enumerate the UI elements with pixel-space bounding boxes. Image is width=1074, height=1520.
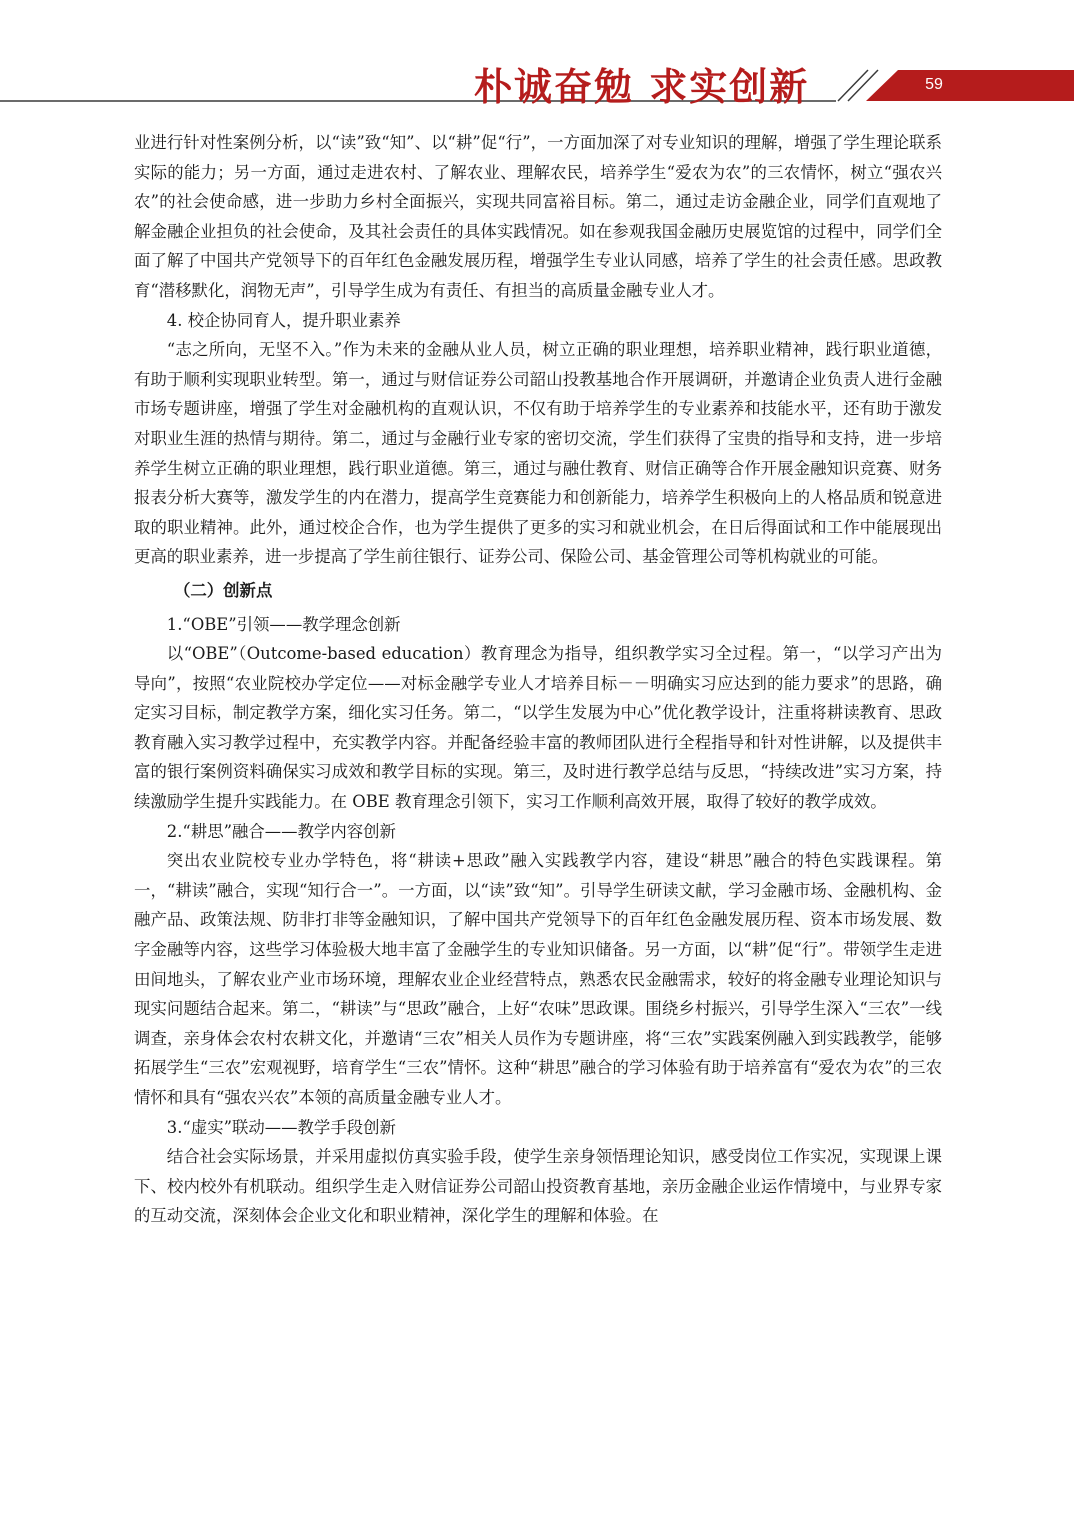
- paragraph-career: “志之所向，无坚不入。”作为未来的金融从业人员，树立正确的职业理想，培养职业精神，践行职业道德，有助于顺利实现职业转型。第一，通过与财信证券公司韶山投教基地合作开展调研，并邀请企业负责人进行金融市场专题讲座，增强了学生对金融机构的直观认识，不仅有助于培养学生的专业素养和技能水平，还有助于激发对职业生涯的热情与期待。第二，通过与金融行业专家的密切交流，学生们获得了宝贵的指导和支持，进一步培养学生树立正确的职业理想，践行职业道德。第三，通过与融仕教育、财信正确等合作开展金融知识竞赛、财务报表分析大赛等，激发学生的内在潜力，提高学生竞赛能力和创新能力，培养学生积极向上的人格品质和锐意进取的职业精神。此外，通过校企合作，也为学生提供了更多的实习和就业机会，在日后得面试和工作中能展现出更高的职业素养，进一步提高了学生前往银行、证券公司、保险公司、基金管理公司等机构就业的可能。: [134, 340, 942, 567]
- subheading-xushi: 3.“虚实”联动——教学手段创新: [166, 1117, 396, 1137]
- subheading-gengsi: 2.“耕思”融合——教学内容创新: [166, 821, 396, 841]
- subheading-obe: 1.“OBE”引领——教学理念创新: [166, 614, 401, 634]
- page-body: [134, 128, 942, 1231]
- paragraph-obe: 以“OBE”（Outcome-based education）教育理念为指导，组织教学实习全过程。第一，“以学习产出为导向”，按照“农业院校办学定位——对标金融学专业人才培养目标－－明确实习应达到的能力要求”的思路，确定实习目标，制定教学方案，细化实习任务。第二，“以学生发展为中心”优化教学设计，注重将耕读教育、思政教育融入实习教学过程中，充实教学内容。并配备经验丰富的教师团队进行全程指导和针对性讲解，以及提供丰富的银行案例资料确保实习成效和教学目标的实现。第三，及时进行教学总结与反思，“持续改进”实习方案，持续激励学生提升实践能力。在 OBE 教育理念引领下，实习工作顺利高效开展，取得了较好的教学成效。: [134, 644, 942, 812]
- section-heading-innovation: （二）创新点: [174, 580, 273, 600]
- header-motto: 朴诚奋勉 求实创新: [474, 64, 810, 109]
- paragraph-xushi: 结合社会实际场景，并采用虚拟仿真实验手段，使学生亲身领悟理论知识，感受岗位工作实况，实现课上课下、校内校外有机联动。组织学生走入财信证券公司韶山投资教育基地，亲历金融企业运作情境中，与业界专家的互动交流，深刻体会企业文化和职业精神，深化学生的理解和体验。在: [134, 1147, 942, 1226]
- page-number: 59: [925, 76, 943, 93]
- paragraph-continued: 业进行针对性案例分析，以“读”致“知”、以“耕”促“行”，一方面加深了对专业知识的理解，增强了学生理论联系实际的能力；另一方面，通过走进农村、了解农业、理解农民，培养学生“爱农为农”的三农情怀，树立“强农兴农”的社会使命感，进一步助力乡村全面振兴，实现共同富裕目标。第二，通过走访金融企业，同学们直观地了解金融企业担负的社会使命，及其社会责任的具体实践情况。如在参观我国金融历史展览馆的过程中，同学们全面了解了中国共产党领导下的百年红色金融发展历程，增强学生专业认同感，培养了学生的社会责任感。思政教育“潜移默化，润物无声”，引导学生成为有责任、有担当的高质量金融专业人才。: [134, 133, 942, 300]
- page-number-tab: [866, 70, 1074, 101]
- paragraph-gengsi: 突出农业院校专业办学特色，将“耕读+思政”融入实践教学内容，建设“耕思”融合的特色实践课程。第一，“耕读”融合，实现“知行合一”。一方面，以“读”致“知”。引导学生研读文献，学习金融市场、金融机构、金融产品、政策法规、防非打非等金融知识，了解中国共产党领导下的百年红色金融发展历程、资本市场发展、数字金融等内容，这些学习体验极大地丰富了金融学生的专业知识储备。另一方面，以“耕”促“行”。带领学生走进田间地头，了解农业产业市场环境，理解农业企业经营特点，熟悉农民金融需求，较好的将金融专业理论知识与现实问题结合起来。第二，“耕读”与“思政”融合，上好“农味”思政课。围绕乡村振兴，引导学生深入“三农”一线调查，亲身体会农村农耕文化，并邀请“三农”相关人员作为专题讲座，将“三农”实践案例融入到实践教学，能够拓展学生“三农”宏观视野，培育学生“三农”情怀。这种“耕思”融合的学习体验有助于培养富有“爱农为农”的三农情怀和具有“强农兴农”本领的高质量金融专业人才。: [134, 851, 942, 1107]
- page-header: [0, 0, 1074, 110]
- subheading-school-enterprise: 4. 校企协同育人，提升职业素养: [166, 310, 401, 330]
